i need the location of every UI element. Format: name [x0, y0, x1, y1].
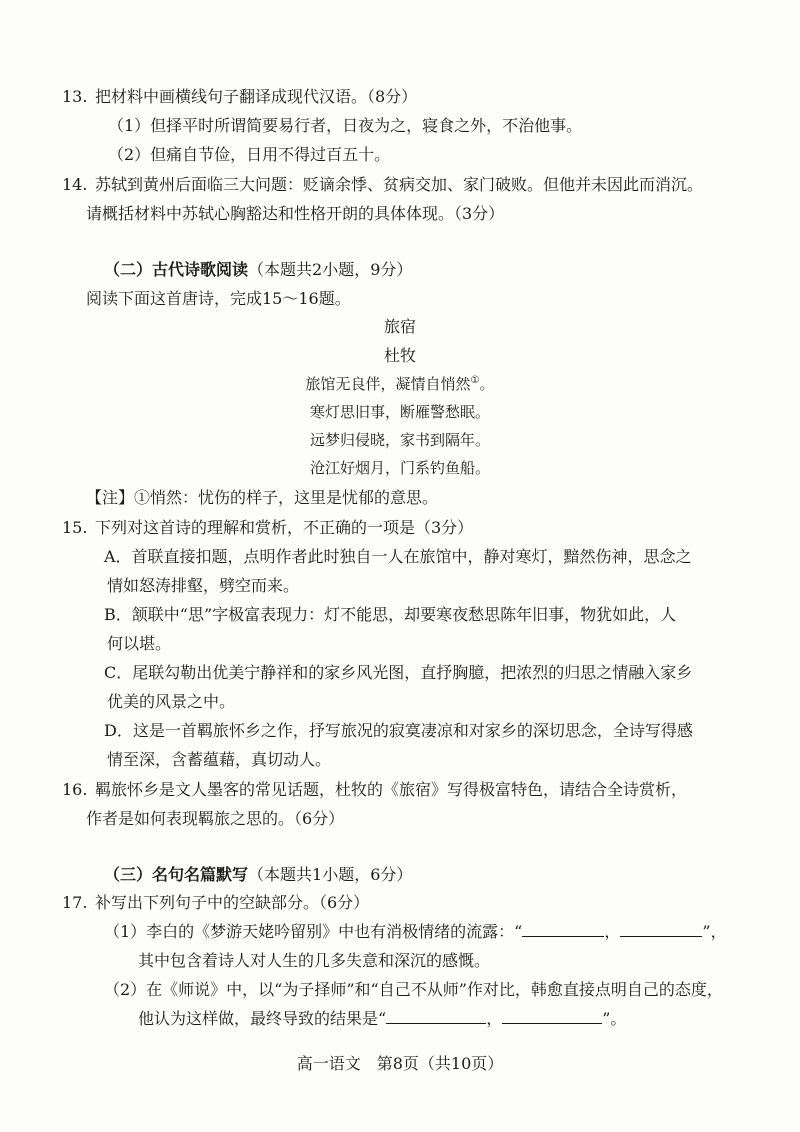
question-number: 16.: [62, 780, 88, 799]
question-14: [62, 170, 762, 199]
poem-author: 杜牧: [383, 346, 416, 365]
option-d-line-2: 情至深，含蓄蕴藉，真切动人。: [107, 750, 332, 769]
section-title: （三）名句名篇默写: [104, 865, 249, 884]
poem-line-1: [0, 370, 800, 399]
question-number: 17.: [62, 893, 88, 912]
question-text: 苏轼到黄州后面临三大问题：贬谪余悸、贫病交加、家门破败。但他并未因此而消沉。: [95, 175, 704, 194]
option-b-line-2: 何以堪。: [107, 634, 172, 653]
question-text: 补写出下列句子中的空缺部分。（6分）: [95, 893, 370, 912]
section-2-heading: [104, 255, 744, 284]
fill-end: ”，: [702, 922, 727, 941]
question-13: [62, 82, 762, 111]
fill-end: ”。: [602, 1009, 627, 1028]
answer-blank-2[interactable]: [620, 918, 702, 937]
question-text: 把材料中画横线句子翻译成现代汉语。（8分）: [95, 87, 418, 106]
question-16: [62, 775, 762, 804]
q17-sentence-1: [104, 917, 784, 946]
option-d-line-1: D．这是一首羁旅怀乡之作，抒写旅况的寂寞凄凉和对家乡的深切思念，全诗写得感: [104, 721, 693, 740]
option-a-line-1: A．首联直接扣题，点明作者此时独自一人在旅馆中，静对寒灯，黯然伤神，思念之: [104, 547, 692, 566]
option-c-line-1: C．尾联勾勒出优美宁静祥和的家乡风光图，直抒胸臆，把浓烈的归思之情融入家乡: [104, 663, 693, 682]
question-17: [62, 888, 762, 917]
fill-separator: ，: [486, 1009, 503, 1028]
q17-sentence-2-line-2: [138, 1004, 778, 1033]
poem-title: 旅宿: [383, 317, 416, 336]
fill-prompt: 他认为这样做，最终导致的结果是“: [138, 1009, 387, 1028]
page-footer: 高一语文 第8页（共10页）: [296, 1054, 504, 1073]
option-c-line-2: 优美的风景之中。: [107, 692, 236, 711]
section-2-intro: 阅读下面这首唐诗，完成15～16题。: [86, 289, 351, 308]
poem-line-2: 寒灯思旧事，断雁警愁眠。: [309, 403, 490, 421]
option-a-line-2: 情如怒涛排壑，劈空而来。: [107, 576, 300, 595]
answer-blank-4[interactable]: [502, 1005, 602, 1024]
poem-line-text: 旅馆无良伴，凝情自悄然: [305, 375, 471, 393]
poem-line-3: 远梦归侵晓，家书到隔年。: [309, 431, 490, 449]
section-note: （本题共1小题，6分）: [248, 865, 413, 884]
answer-blank-1[interactable]: [522, 918, 604, 937]
footnote-marker: ①: [470, 375, 480, 386]
section-title: （二）古代诗歌阅读: [104, 260, 249, 279]
question-text: 下列对这首诗的理解和赏析，不正确的一项是（3分）: [95, 518, 474, 537]
question-number: 15.: [62, 518, 88, 537]
option-b-line-1: B．颔联中“思”字极富表现力：灯不能思，却要寒夜愁思陈年旧事，物犹如此，人: [104, 605, 677, 624]
q13-sentence-1: （1）但择平时所谓简要易行者，日夜为之，寝食之外，不治他事。: [108, 116, 583, 135]
question-number: 14.: [62, 175, 88, 194]
q16-line-2: 作者是如何表现羁旅之思的。（6分）: [86, 809, 345, 828]
q14-line-2: 请概括材料中苏轼心胸豁达和性格开朗的具体体现。（3分）: [86, 204, 505, 223]
fill-separator: ，: [604, 922, 621, 941]
poem-footnote: 【注】①悄然：忧伤的样子，这里是忧郁的意思。: [86, 488, 439, 507]
question-number: 13.: [62, 87, 88, 106]
answer-blank-3[interactable]: [386, 1005, 486, 1024]
section-3-heading: [104, 860, 744, 889]
q17-sentence-2: （2）在《师说》中，以“为子择师”和“自己不从师”作对比，韩愈直接点明自己的态度，: [104, 980, 723, 999]
q17-sentence-1-line-2: 其中包含着诗人对人生的几多失意和深沉的感慨。: [138, 951, 491, 970]
poem-line-4: 沧江好烟月，门系钓鱼船。: [309, 459, 490, 477]
poem-line-punct: 。: [479, 375, 495, 393]
question-15: [62, 513, 762, 542]
question-text: 羁旅怀乡是文人墨客的常见话题，杜牧的《旅宿》写得极富特色，请结合全诗赏析，: [95, 780, 688, 799]
section-note: （本题共2小题，9分）: [248, 260, 413, 279]
q13-sentence-2: （2）但痛自节俭，日用不得过百五十。: [108, 145, 391, 164]
fill-prompt: （1）李白的《梦游天姥吟留别》中也有消极情绪的流露：“: [104, 922, 523, 941]
